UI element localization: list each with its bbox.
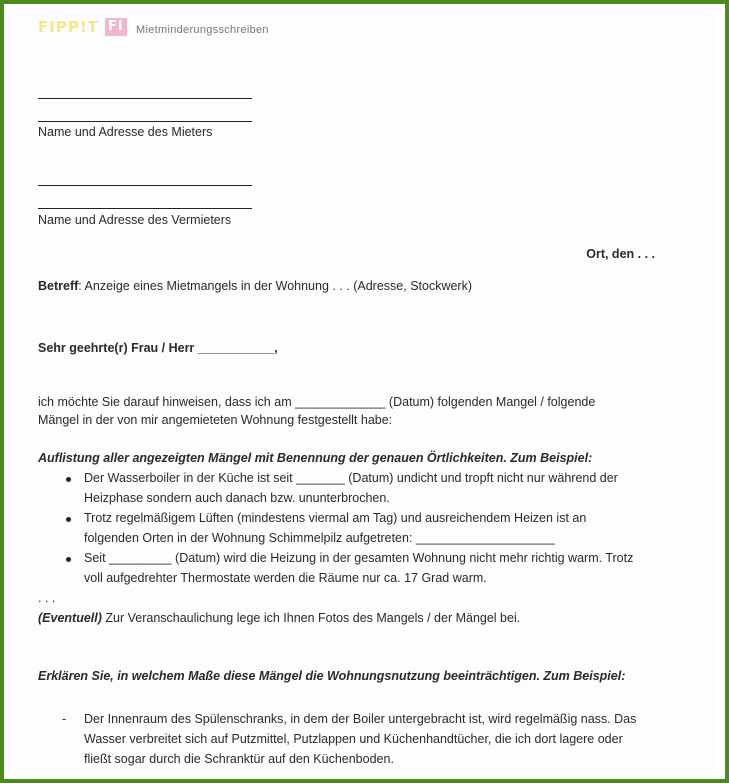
tenant-line-1 bbox=[38, 98, 252, 99]
subject-label: Betreff bbox=[38, 279, 79, 293]
bullet-2 bbox=[66, 517, 71, 522]
impact-line-2: Wasser verbreitet sich auf Putzmittel, Putzlappen und Küchenhandtücher, die ich dort lagere oder bbox=[84, 732, 623, 746]
defect-3-line-2: voll aufgedrehter Thermostate werden die Räume nur ca. 17 Grad warm. bbox=[84, 571, 487, 585]
photos-label: (Eventuell) bbox=[38, 611, 102, 625]
tenant-label: Name und Adresse des Mieters bbox=[38, 125, 213, 139]
bullet-3 bbox=[66, 557, 71, 562]
intro-line-2: Mängel in der von mir angemieteten Wohnung festgestellt habe: bbox=[38, 413, 393, 427]
document-page bbox=[14, 12, 715, 771]
impact-heading: Erklären Sie, in welchem Maße diese Mängel die Wohnungsnutzung beeinträchtigen. Zum Beispiel: bbox=[38, 669, 626, 683]
photos-line bbox=[38, 610, 520, 626]
landlord-line-2 bbox=[38, 208, 252, 209]
defect-list-heading: Auflistung aller angezeigten Mängel mit Benennung der genauen Örtlichkeiten. Zum Beispiel: bbox=[38, 451, 593, 465]
impact-line-1: Der Innenraum des Spülenschranks, in dem der Boiler untergebracht ist, wird regelmäßig nass. Das bbox=[84, 712, 637, 726]
logo-text: FIPP!T bbox=[38, 18, 99, 36]
landlord-label: Name und Adresse des Vermieters bbox=[38, 213, 232, 227]
logo bbox=[38, 18, 127, 36]
impact-line-3: fließt sogar durch die Schranktür auf den Küchenboden. bbox=[84, 752, 394, 766]
bullet-1 bbox=[66, 477, 71, 482]
photos-text: Zur Veranschaulichung lege ich Ihnen Fotos des Mangels / der Mängel bei. bbox=[101, 611, 521, 625]
intro-line-1: ich möchte Sie darauf hinweisen, dass ich am _____________ (Datum) folgenden Mangel / folgende bbox=[38, 395, 596, 409]
ellipsis: . . . bbox=[38, 591, 56, 605]
defect-1-line-2: Heizphase sondern auch danach bzw. ununterbrochen. bbox=[84, 491, 390, 505]
tenant-line-2 bbox=[38, 121, 252, 122]
subject-text: : Anzeige eines Mietmangels in der Wohnung . . . (Adresse, Stockwerk) bbox=[78, 279, 473, 293]
defect-2-line-2: folgenden Orten in der Wohnung Schimmelpilz aufgetreten: ____________________ bbox=[84, 531, 555, 545]
salutation: Sehr geehrte(r) Frau / Herr ___________, bbox=[38, 341, 278, 355]
subject-line bbox=[38, 278, 472, 294]
document-header-label: Mietminderungsschreiben bbox=[136, 24, 269, 36]
defect-2-line-1: Trotz regelmäßigem Lüften (mindestens viermal am Tag) und ausreichendem Heizen ist an bbox=[84, 511, 587, 525]
defect-1-line-1: Der Wasserboiler in der Küche ist seit _______ (Datum) undicht und tropft nicht nur während der bbox=[84, 471, 618, 485]
defect-3-line-1: Seit _________ (Datum) wird die Heizung in der gesamten Wohnung nicht mehr richtig warm. Trotz bbox=[84, 551, 634, 565]
landlord-line-1 bbox=[38, 185, 252, 186]
impact-dash: - bbox=[62, 712, 67, 726]
logo-box: FI bbox=[105, 18, 127, 36]
place-date: Ort, den . . . bbox=[586, 247, 655, 261]
